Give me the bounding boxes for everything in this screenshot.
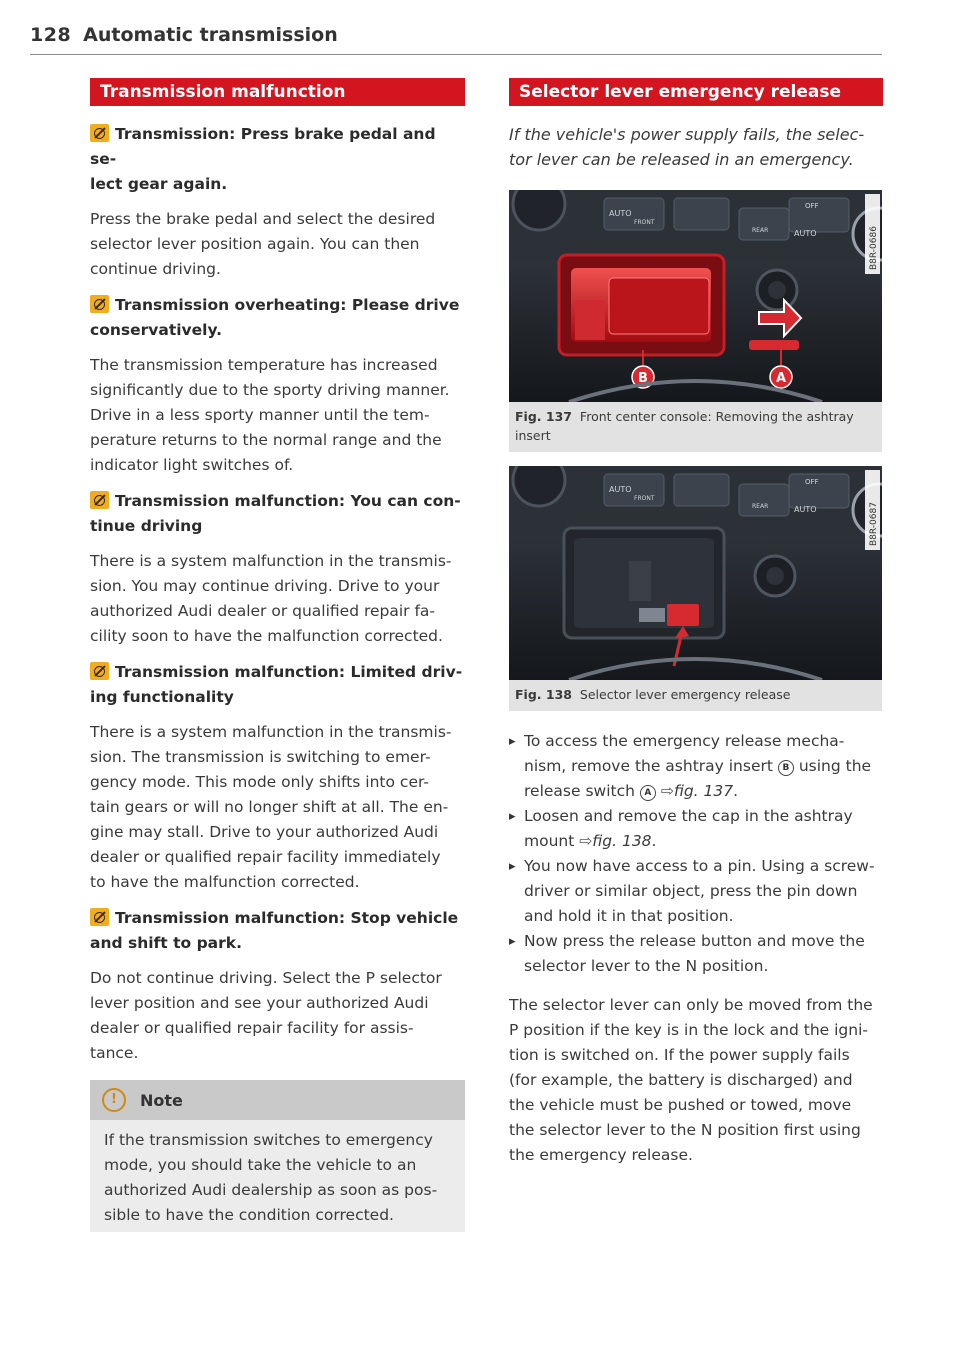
- transmission-warning-icon: [90, 491, 109, 509]
- rear-button-label: REAR: [752, 503, 769, 510]
- marker-a: A: [775, 371, 787, 386]
- console-photo-ashtray: [509, 190, 882, 402]
- message-heading: Transmission overheating: Please drive conservatively.: [90, 296, 460, 339]
- figure-code: B8R-0687: [869, 502, 879, 546]
- rear-button-label: REAR: [752, 227, 769, 234]
- off-button-label: OFF: [805, 478, 819, 486]
- auto-button-label-right: AUTO: [794, 229, 817, 238]
- instruction-steps: [509, 729, 883, 979]
- transmission-warning-icon: [90, 295, 109, 313]
- page-header: [30, 24, 882, 55]
- auto-button-label-right: AUTO: [794, 505, 817, 514]
- message-body: Do not continue driving. Select the P selector lever position and see your authorized Audi dealer or qualified repair facility for assis- tance.: [90, 969, 442, 1062]
- intro-text: If the vehicle's power supply fails, the selec- tor lever can be released in an emergency.: [509, 125, 865, 169]
- message-brake-pedal: [90, 122, 465, 282]
- marker-b: B: [638, 371, 648, 386]
- figure-137-link[interactable]: fig. 137: [673, 782, 734, 800]
- console-photo-emergency-release: [509, 466, 882, 680]
- message-body: The transmission temperature has increased significantly due to the sporty driving manner. Drive in a less sporty manner until the tem- perature returns to the normal range and the indicator light switches of.: [90, 356, 450, 474]
- transmission-warning-icon: [90, 908, 109, 926]
- message-heading: Transmission malfunction: Limited driv- ing functionality: [90, 663, 463, 706]
- chapter-title: Automatic transmission: [83, 24, 338, 46]
- message-stop-vehicle: [90, 906, 465, 1066]
- auto-button-label: AUTO: [609, 209, 632, 218]
- figure-code: B8R-0686: [869, 226, 879, 270]
- front-button-label: FRONT: [634, 219, 655, 226]
- figure-137: [509, 190, 882, 452]
- message-heading: Transmission: Press brake pedal and se- lect gear again.: [90, 125, 436, 193]
- message-body: Press the brake pedal and select the desired selector lever position again. You can then continue driving.: [90, 210, 436, 278]
- front-button-label: FRONT: [634, 495, 655, 502]
- list-item: ▸ You now have access to a pin. Using a screw- driver or similar object, press the pin down and hold it in that position.: [509, 854, 883, 929]
- auto-button-label: AUTO: [609, 485, 632, 494]
- right-column: [509, 78, 883, 1179]
- off-button-label: OFF: [805, 202, 819, 210]
- message-heading: Transmission malfunction: Stop vehicle and shift to park.: [90, 909, 459, 952]
- info-icon: !: [102, 1088, 126, 1112]
- figure-137-caption: Fig. 137 Front center console: Removing the ashtray insert: [515, 409, 854, 443]
- arrow-icon: ⇨: [579, 832, 593, 850]
- note-header: [90, 1080, 465, 1120]
- message-continue-driving: [90, 489, 465, 649]
- message-body: There is a system malfunction in the transmis- sion. You may continue driving. Drive to your authorized Audi dealer or qualified repair fa- cility soon to have the malfunction corrected.: [90, 552, 452, 645]
- left-column: [90, 78, 465, 1232]
- figure-138-link[interactable]: fig. 138: [592, 832, 652, 850]
- figure-138: [509, 466, 882, 711]
- list-item: ▸ To access the emergency release mecha- nism, remove the ashtray insert B using the release switch A ⇨fig. 137.: [509, 729, 883, 804]
- message-limited-functionality: [90, 660, 465, 895]
- note-box: [90, 1080, 465, 1232]
- transmission-warning-icon: [90, 124, 109, 142]
- section-title-emergency-release: Selector lever emergency release: [509, 78, 883, 106]
- section-title-transmission-malfunction: Transmission malfunction: [90, 78, 465, 106]
- marker-a-inline: A: [640, 785, 656, 801]
- figure-138-caption: Fig. 138 Selector lever emergency release: [515, 687, 791, 702]
- note-body: If the transmission switches to emergency mode, you should take the vehicle to an authorized Audi dealership as soon as pos- sible to have the condition corrected.: [104, 1131, 438, 1224]
- arrow-icon: ⇨: [660, 782, 674, 800]
- closing-paragraph: The selector lever can only be moved from the P position if the key is in the lock and the igni- tion is switched on. If the power supply fails (for example, the battery is discharged) and the vehicle must be pushed or towed, move the selector lever to the N position first using the emergency release.: [509, 996, 873, 1164]
- transmission-warning-icon: [90, 662, 109, 680]
- message-body: There is a system malfunction in the transmis- sion. The transmission is switching to emer- gency mode. This mode only shifts into cer- tain gears or will no longer shift at all. The en- gine may stall. Drive to your authorized Audi dealer or qualified repair facility immediately to have the malfunction corrected.: [90, 723, 452, 891]
- list-item: ▸ Now press the release button and move the selector lever to the N position.: [509, 929, 883, 979]
- marker-b-inline: B: [778, 760, 794, 776]
- message-heading: Transmission malfunction: You can con- tinue driving: [90, 492, 461, 535]
- message-overheating: [90, 293, 465, 478]
- list-item: ▸ Loosen and remove the cap in the ashtray mount ⇨fig. 138.: [509, 804, 883, 854]
- page-number: 128: [30, 24, 72, 46]
- note-label: Note: [140, 1090, 183, 1110]
